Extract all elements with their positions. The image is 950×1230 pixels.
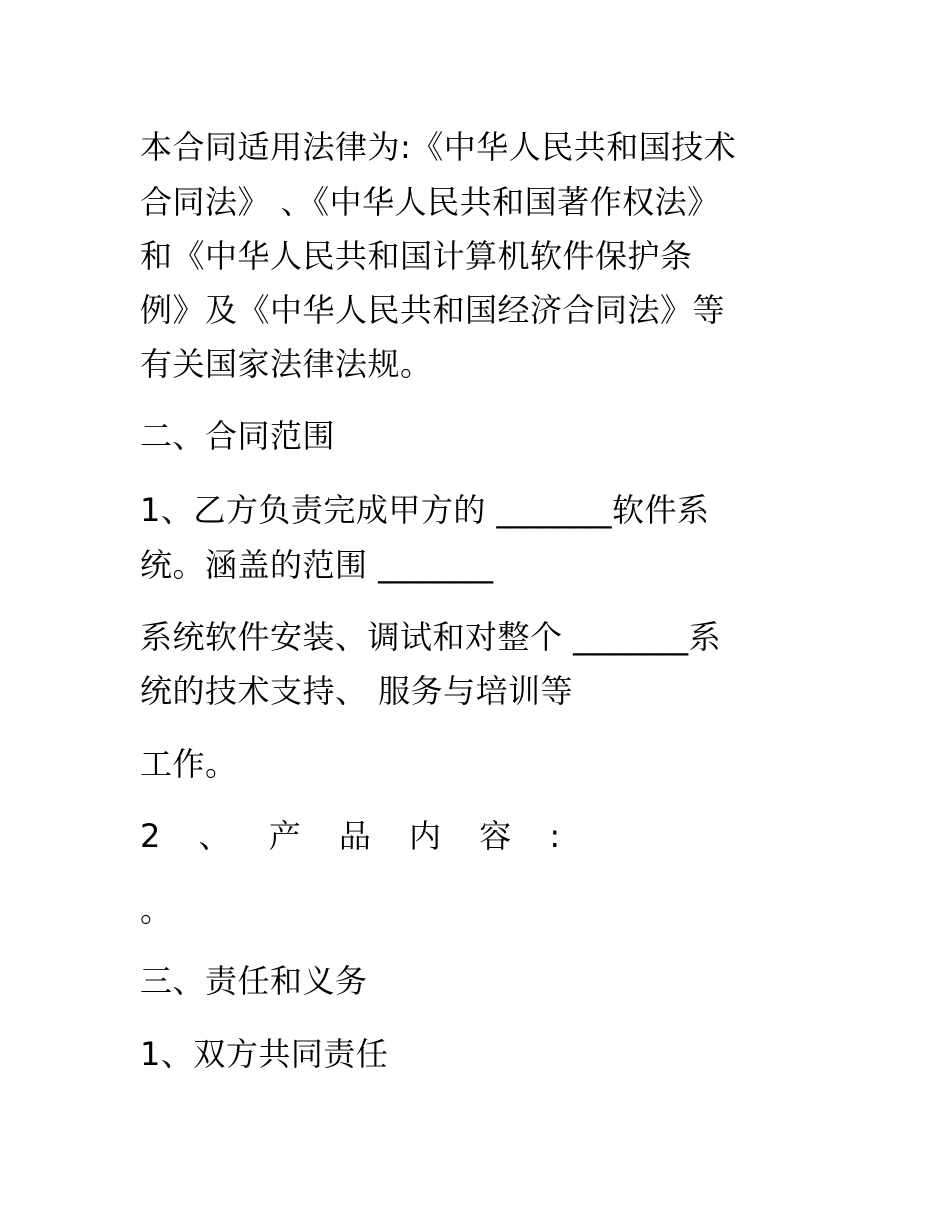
- clause-1-line-1: 1、乙方负责完成甲方的 _______软件系: [140, 491, 710, 529]
- section-heading-scope: 二、合同范围: [140, 417, 336, 455]
- law-paragraph-line-1: 本合同适用法律为:《中华人民共和国技术: [140, 128, 737, 166]
- clause-1-line-5: 工作。: [140, 745, 238, 783]
- law-paragraph-line-4: 例》及《中华人民共和国经济合同法》等: [140, 291, 726, 329]
- law-paragraph-line-3: 和《中华人民共和国计算机软件保护条: [140, 237, 693, 275]
- clause-1-line-3: 系统软件安装、调试和对整个 _______系: [140, 618, 722, 656]
- clause-1-line-2: 统。涵盖的范围 _______: [140, 546, 494, 584]
- section-heading-duties: 三、责任和义务: [140, 962, 368, 1000]
- law-paragraph-line-2: 合同法》 、《中华人民共和国著作权法》: [140, 183, 720, 221]
- law-paragraph-line-5: 有关国家法律法规。: [140, 345, 433, 383]
- duty-clause-1: 1、双方共同责任: [140, 1035, 389, 1073]
- clause-1-line-4: 统的技术支持、 服务与培训等: [140, 672, 574, 710]
- clause-2-ending-mark: 。: [140, 891, 173, 929]
- clause-2-product-content: 2 、 产 品 内 容 :: [140, 817, 575, 855]
